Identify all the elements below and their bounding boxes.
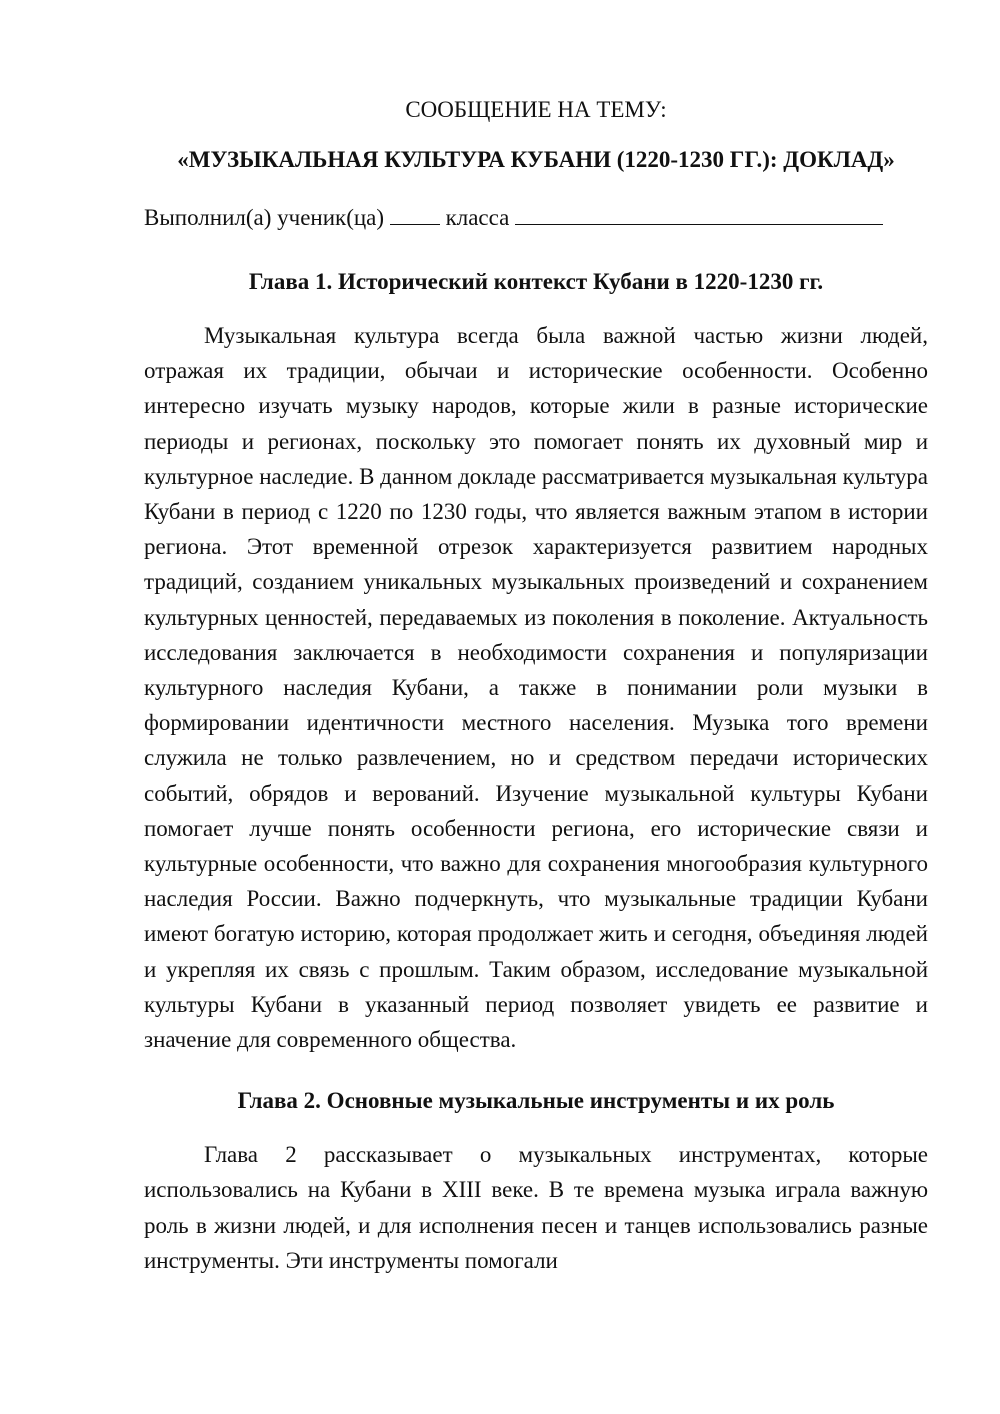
document-content xyxy=(144,92,928,1278)
document-title-main: «МУЗЫКАЛЬНАЯ КУЛЬТУРА КУБАНИ (1220-1230 ГГ.): ДОКЛАД» xyxy=(177,147,895,172)
author-line xyxy=(144,200,928,236)
performed-by-label: Выполнил(а) ученик(ца) xyxy=(144,205,385,230)
chapter-2-paragraph: Глава 2 рассказывает о музыкальных инструментах, которые использовались на Кубани в XIII веке. В те времена музыка играла важную роль в жизни людей, и для исполнения песен и танцев использовались разные инструменты. Эти инструменты помогали xyxy=(144,1142,928,1273)
document-title-top: СООБЩЕНИЕ НА ТЕМУ: xyxy=(405,97,667,122)
chapter-1-paragraph: Музыкальная культура всегда была важной частью жизни людей, отражая их традиции, обычаи и исторические особенности. Особенно интересно изучать музыку народов, которые жили в разные исторические периоды и регионах, поскольку это помогает понять их духовный мир и культурное наследие. В данном докладе рассматривается музыкальная культура Кубани в период с 1220 по 1230 годы, что является важным этапом в истории региона. Этот временной отрезок характеризуется развитием народных традиций, созданием уникальных музыкальных произведений и сохранением культурных ценностей, передаваемых из поколения в поколение. Актуальность исследования заключается в необходимости сохранения и популяризации культурного наследия Кубани, а также в понимании роли музыки в формировании идентичности местного населения. Музыка того времени служила не только развлечением, но и средством передачи исторических событий, обрядов и верований. Изучение музыкальной культуры Кубани помогает лучше понять особенности региона, его исторические связи и культурные особенности, что важно для сохранения многообразия культурного наследия России. Важно подчеркнуть, что музыкальные традиции Кубани имеют богатую историю, которая продолжает жить и сегодня, объединяя людей и укрепляя их связь с прошлым. Таким образом, исследование музыкальной культуры Кубани в указанный период позволяет увидеть ее развитие и значение для современного общества. xyxy=(144,323,928,1053)
class-label: класса xyxy=(445,205,510,230)
class-number-blank xyxy=(390,204,440,225)
chapter-2-heading: Глава 2. Основные музыкальные инструменты и их роль xyxy=(237,1088,835,1114)
student-name-blank xyxy=(515,204,883,225)
chapter-1-heading: Глава 1. Исторический контекст Кубани в 1220-1230 гг. xyxy=(248,269,824,294)
